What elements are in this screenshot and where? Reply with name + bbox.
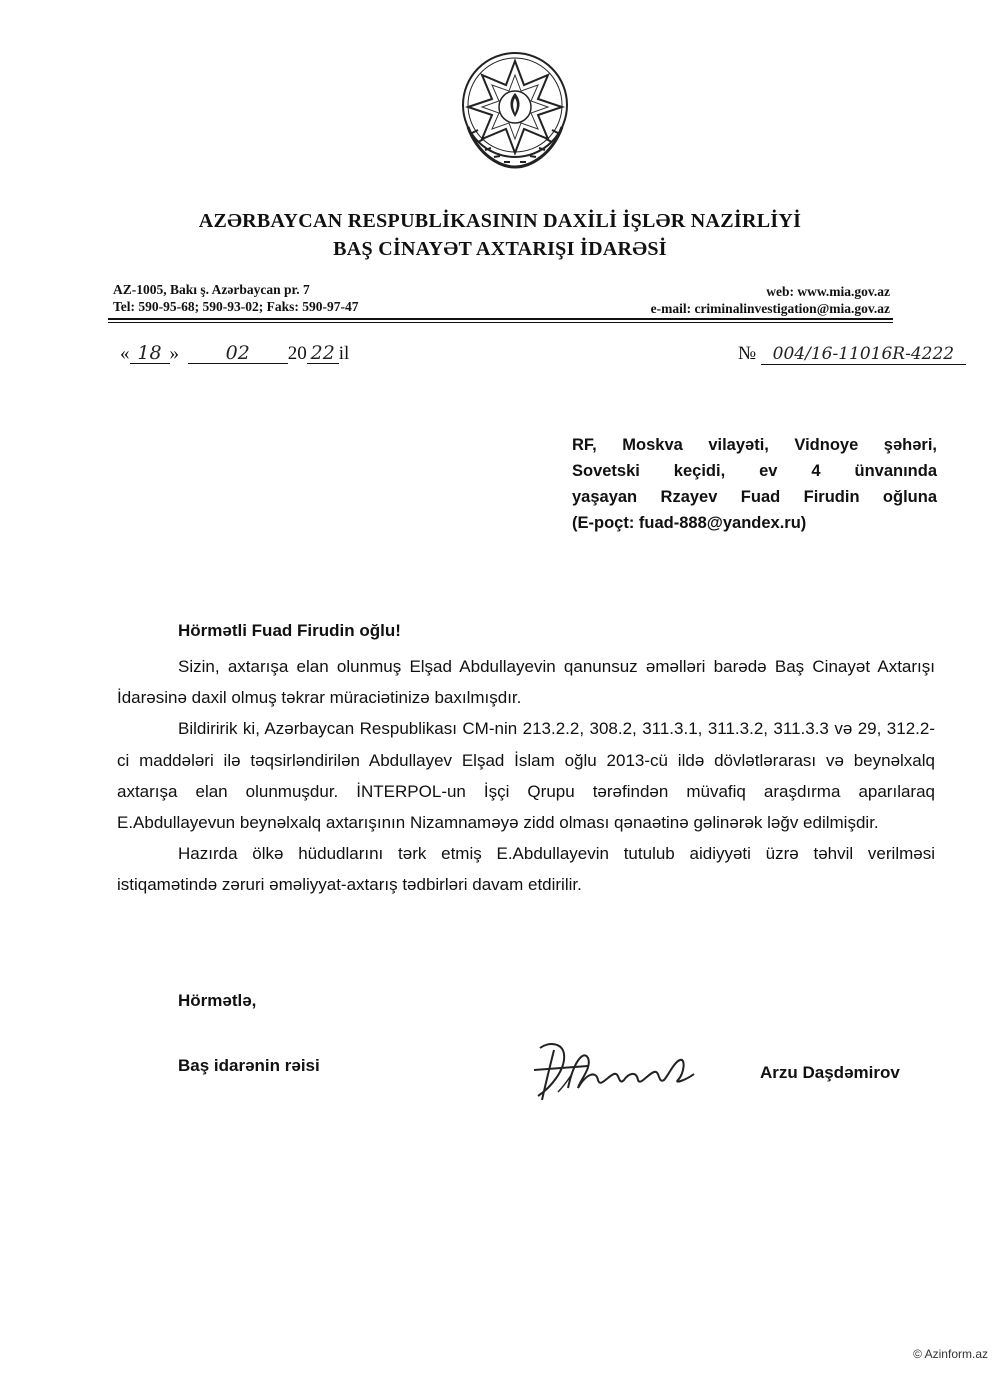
reference-number: 004/16-11016R-4222	[761, 344, 966, 365]
signer-position: Baş idarənin rəisi	[178, 1056, 320, 1075]
date-year-word: il	[338, 343, 350, 364]
recipient-line: yaşayan Rzayev Fuad Firudin oğluna	[572, 488, 937, 506]
address-block	[113, 281, 358, 315]
reference-prefix: №	[738, 343, 757, 364]
date-year-prefix: 20	[287, 343, 307, 364]
header-rule	[108, 318, 893, 320]
website: web: www.mia.gov.az	[766, 284, 890, 299]
date-day: 18	[130, 343, 170, 364]
date-line	[120, 343, 349, 365]
department-title: BAŞ CİNAYƏT AXTARIŞI İDARƏSİ	[333, 238, 667, 260]
closing-phrase: Hörmətlə,	[178, 991, 257, 1010]
body-paragraph: Sizin, axtarışa elan olunmuş Elşad Abdullayevin qanunsuz əməlləri barədə Baş Cinayət Axtarışı İdarəsinə daxil olmuş təkrar müraciətinizə baxılmışdır.	[117, 657, 935, 708]
date-year-suffix: 22	[307, 343, 339, 364]
body-paragraph: Hazırda ölkə hüdudlarını tərk etmiş E.Abdullayevin tutulub aidiyyəti üzrə təhvil verilməsi istiqamətində zəruri əməliyyat-axtarış tədbirləri davam etdirilir.	[117, 844, 935, 895]
organization-title: AZƏRBAYCAN RESPUBLİKASININ DAXİLİ İŞLƏR NAZİRLİYİ	[198, 210, 802, 232]
header-rule-thin	[108, 322, 893, 323]
salutation: Hörmətli Fuad Firudin oğlu!	[178, 621, 401, 640]
phone-fax: Tel: 590-95-68; 590-93-02; Faks: 590-97-47	[113, 299, 359, 314]
email: e-mail: criminalinvestigation@mia.gov.az	[650, 301, 890, 316]
source-credit: © Azinform.az	[913, 1347, 988, 1361]
date-month: 02	[188, 343, 288, 364]
letter-body	[117, 651, 935, 901]
postal-address: AZ-1005, Bakı ş. Azərbaycan pr. 7	[113, 282, 310, 297]
body-paragraph: Bildiririk ki, Azərbaycan Respublikası CM-nin 213.2.2, 308.2, 311.3.1, 311.3.2, 311.3.3 və 29, 312.2-ci maddələri ilə təqsirləndirilən Abdullayev Elşad İslam oğlu 2013-cü ildə dövlətlərarası və beynəlxalq axtarışa elan olunmuşdur. İNTERPOL-un İşçi Qrupu tərəfindən müvafiq araşdırma aparılaraq E.Abdullayevun beynəlxalq axtarışının Nizamnaməyə zidd olması qənaətinə gəlinərək ləğv edilmişdir.	[117, 719, 935, 833]
reference-number-line	[738, 343, 966, 365]
contact-block	[651, 283, 890, 317]
recipient-block	[572, 432, 937, 536]
date-open-quote: «	[120, 343, 130, 364]
signer-name: Arzu Daşdəmirov	[760, 1063, 900, 1082]
state-emblem-icon	[450, 45, 580, 175]
recipient-line: Sovetski keçidi, ev 4 ünvanında	[572, 462, 937, 480]
signature-icon	[528, 1030, 708, 1105]
date-close-quote: »	[169, 343, 179, 364]
recipient-email-line: (E-poçt: fuad-888@yandex.ru)	[572, 514, 807, 532]
recipient-line: RF, Moskva vilayəti, Vidnoye şəhəri,	[572, 436, 937, 454]
